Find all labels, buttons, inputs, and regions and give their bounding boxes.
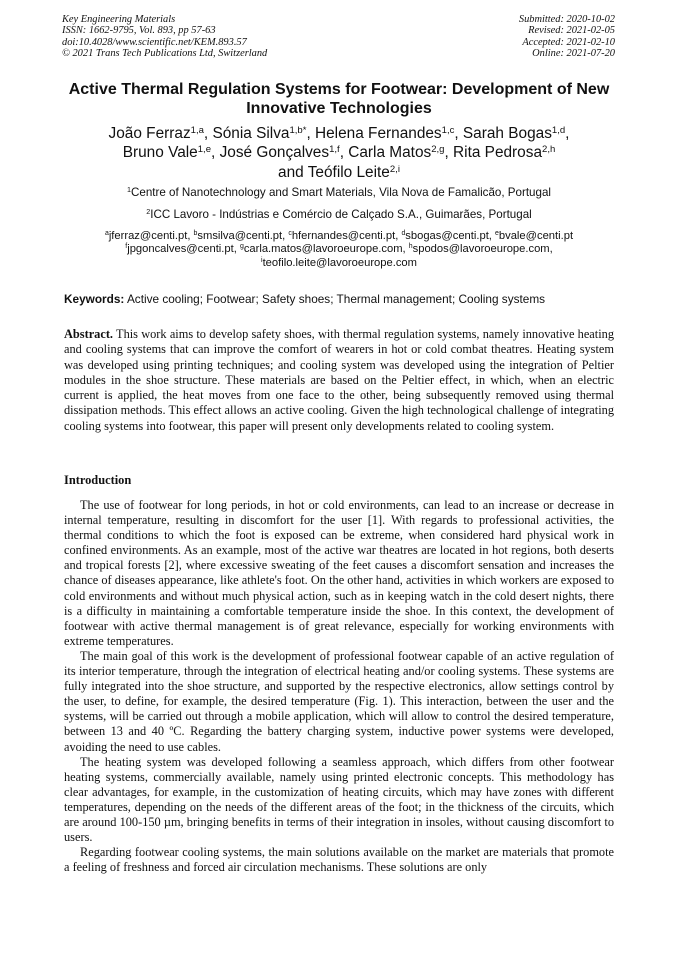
author-sup: 1,f xyxy=(329,144,340,156)
author-name: Helena Fernandes xyxy=(315,125,442,142)
author-sup: 1,b* xyxy=(289,124,307,136)
author-list xyxy=(52,124,626,182)
author-sep: , xyxy=(444,144,454,162)
email-line-3 xyxy=(52,257,626,270)
title-line-2: Innovative Technologies xyxy=(246,100,432,117)
email-sup: c xyxy=(288,230,292,238)
author-name: Rita Pedrosa xyxy=(453,144,543,162)
email: sbogas@centi.pt, xyxy=(405,230,496,242)
author-sup: 2,g xyxy=(431,144,445,156)
author-sup: 1,a xyxy=(190,124,204,136)
journal-info xyxy=(62,14,267,59)
email-list xyxy=(52,230,626,270)
affiliation-2 xyxy=(52,208,626,222)
author-name: José Gonçalves xyxy=(219,144,330,162)
affiliation-text: ICC Lavoro - Indústrias e Comércio de Calçado S.A., Guimarães, Portugal xyxy=(150,208,532,221)
author-sup: 1,c xyxy=(441,124,455,136)
paragraph: The use of footwear for long periods, in hot or cold environments, can lead to an increase or decrease in internal temperature, resulting in discomfort for the user [1]. With regards to professional activities, the thermal conditions to which the foot is exposed can be extreme, when considered hard physical work in confined environments. As an example, most of the active war theatres are located in hot regions, both deserts and tropical forests [2], where excessive sweating of the feet causes a discomfort sensation and increases the chance of diseases appearance, like athlete's foot. On the other hand, activities in which workers are exposed to cold environments and without much physical action, such as in keeping watch in the cold desert nights, there is a difficulty in maintaining a comfortable temperature inside the shoe. In this context, the development of footwear with active thermal management is of great relevance, especially for working environments with extreme temperatures. xyxy=(64,498,614,648)
email: hfernandes@centi.pt, xyxy=(291,230,402,242)
email-sup: b xyxy=(193,230,198,238)
email: bvale@centi.pt xyxy=(498,230,574,242)
email: teofilo.leite@lavoroeurope.com xyxy=(262,256,417,269)
email-sup: h xyxy=(408,243,413,251)
email-line-2 xyxy=(52,243,626,256)
author-name: and Teófilo Leite xyxy=(278,163,390,181)
affiliation-sup: 2 xyxy=(146,207,151,217)
dates-info xyxy=(519,14,615,59)
author-line-3 xyxy=(52,163,626,182)
revised-date: Revised: 2021-02-05 xyxy=(528,25,615,37)
paragraph: The heating system was developed following a seamless approach, which differs from other footwear heating systems, commercially available, namely using printed electronic concepts. This methodology has clear advantages, for example, in the customization of heating circuits, which may have zones with different temperatures, depending on the needs of the different areas of the foot; in the thickness of the circuits, which are around 100-150 µm, bringing benefits in terms of their integration in insoles, without causing discomfort to users. xyxy=(64,754,614,845)
title-line-1: Active Thermal Regulation Systems for Footwear: Development of New xyxy=(68,81,610,98)
email: jferraz@centi.pt, xyxy=(108,230,194,242)
author-sup: 2,i xyxy=(389,163,400,175)
online-date: Online: 2021-07-20 xyxy=(532,47,615,59)
paragraph: Regarding footwear cooling systems, the main solutions available on the market are materials that promote a feeling of freshness and forced air circulation mechanisms. These solutions are only xyxy=(64,845,614,875)
paper-title xyxy=(52,80,626,118)
email-sup: f xyxy=(125,243,128,251)
author-sup: 1,d xyxy=(551,124,566,136)
affiliation-text: Centre of Nanotechnology and Smart Materials, Vila Nova de Famalicão, Portugal xyxy=(131,186,551,199)
submitted-date: Submitted: 2020-10-02 xyxy=(518,14,615,25)
copyright-line: © 2021 Trans Tech Publications Ltd, Switzerland xyxy=(62,47,268,59)
introduction-body xyxy=(64,498,614,875)
author-name: Sarah Bogas xyxy=(462,125,552,142)
author-sep: , xyxy=(306,125,315,142)
email-sup: g xyxy=(239,243,244,251)
author-sup: 1,e xyxy=(197,144,211,156)
email: smsilva@centi.pt, xyxy=(197,230,289,242)
issn-line: ISSN: 1662-9795, Vol. 893, pp 57-63 xyxy=(62,25,216,37)
doi-line: doi:10.4028/www.scientific.net/KEM.893.57 xyxy=(62,36,247,48)
section-heading-introduction: Introduction xyxy=(64,473,132,487)
email: carla.matos@lavoroeurope.com, xyxy=(243,243,409,256)
email-sup: e xyxy=(495,230,499,238)
author-sep: , xyxy=(339,144,349,162)
author-name: Sónia Silva xyxy=(212,125,290,142)
author-sup: 2,h xyxy=(542,144,556,156)
author-line-2 xyxy=(52,143,626,162)
abstract-label: Abstract. xyxy=(64,327,114,341)
keywords xyxy=(64,292,614,306)
author-sep: , xyxy=(454,125,463,142)
email-sup: a xyxy=(104,230,109,238)
abstract xyxy=(64,327,614,434)
affiliation-sup: 1 xyxy=(127,185,132,195)
keywords-text: Active cooling; Footwear; Safety shoes; Thermal management; Cooling systems xyxy=(124,292,546,306)
accepted-date: Accepted: 2021-02-10 xyxy=(522,36,615,48)
email: jpgoncalves@centi.pt, xyxy=(127,243,240,256)
author-sep: , xyxy=(211,144,220,162)
paragraph: The main goal of this work is the development of professional footwear capable of an active regulation of its interior temperature, through the integration of electrical heating and/or cooling systems. These systems are fully integrated into the shoe structure, and supported by the respective electronics, allow settings control by the user, to define, for example, the desired temperature (Fig. 1). This interaction, between the user and the systems, will be carried out through a mobile application, which will allow to control the desired temperature, between 13 and 40 ºC. Regarding the battery charging system, inductive power systems were developed, avoiding the need to use cables. xyxy=(64,648,614,754)
email-sup: i xyxy=(261,257,263,264)
email: spodos@lavoroeurope.com, xyxy=(412,243,553,256)
email-line-1 xyxy=(52,230,626,243)
abstract-text: This work aims to develop safety shoes, with thermal regulation systems, namely innovative heating and cooling systems that can improve the comfort of wearers in hot or cold combat theatres. Heating system was developed using printing techniques; and cooling system was developed using the integration of Peltier modules in the shoe structure. These materials are based on the Peltier effect, in which, when an electric current is applied, the heat moves from one face to the other, being subsequently removed using thermal dissipation methods. This effect allows an active cooling. Given the high technological challenge of integrating cooling systems into footwear, this paper will present only developments related to cooling system. xyxy=(64,327,614,433)
affiliation-1 xyxy=(52,186,626,200)
author-line-1: João Ferraz$^{1,a}$, Sónia Silva$^{1,b*}$, Helena Fernandes$^{1,c}$, Sarah Bogas$^{1,d}$, xyxy=(108,124,570,142)
journal-name: Key Engineering Materials xyxy=(62,14,176,25)
email-sup: d xyxy=(401,230,406,238)
author-name: Carla Matos xyxy=(348,144,432,162)
author-sep: , xyxy=(203,125,213,142)
author-name: João Ferraz xyxy=(108,125,191,142)
keywords-label: Keywords: xyxy=(64,292,125,306)
author-name: Bruno Vale xyxy=(122,144,198,162)
